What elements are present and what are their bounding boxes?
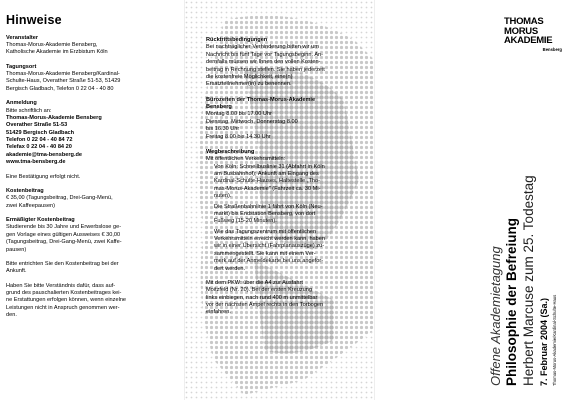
text-line: Bergisch Gladbach, Telefon 0 22 04 - 40 80	[6, 85, 114, 92]
directions-bus	[206, 164, 374, 201]
section-buerozeiten	[206, 97, 374, 141]
text-line: Von Köln: Schnellbuslinie 31 (Abfahrt in Köln	[214, 163, 325, 170]
page-title: Hinweise	[6, 13, 62, 27]
section-tagungsort	[6, 64, 170, 94]
event-type: Offene Akademietagung	[488, 246, 503, 386]
hours-line: bis 16.30 Uhr	[206, 126, 240, 133]
section-heading: Kostenbeitrag	[6, 187, 44, 194]
text-line: mas-Morus-Akademie" (Fahrzeit ca. 30 Mi-	[214, 185, 321, 192]
section-heading: Veranstalter	[6, 34, 39, 41]
text-line: Thomas-Morus-Akademie Bensberg,	[6, 41, 98, 48]
section-heading: Anmeldung	[6, 100, 37, 107]
text-line: vor der nächsten Ampel rechts in den Torbogen	[206, 302, 324, 308]
text-line: zwei Kaffeepausen)	[6, 202, 56, 209]
section-ruecktritt	[206, 37, 374, 89]
section-payment	[6, 261, 170, 276]
section-ermaessigt	[6, 217, 170, 254]
text-line: den.	[6, 312, 17, 319]
text-line: dert werden.	[214, 265, 246, 272]
address-line: Thomas-Morus-Akademie Bensberg	[6, 114, 102, 121]
text-line: wir in einer Übersicht (Fahrplanauszüge) zu-	[214, 243, 325, 250]
hours-line: Montag 8.00 bis 17.00 Uhr	[206, 111, 272, 118]
text-line: sammengestellt. Sie kann mit einem Ver-	[214, 250, 316, 257]
section-confirmation	[6, 174, 170, 181]
text-line: Ersatzteilnehmer(in) zu benennen.	[206, 81, 292, 88]
text-line: Bitte schriftlich an:	[6, 107, 52, 114]
event-title: Philosophie der Befreiung	[504, 217, 519, 386]
directions-car	[206, 280, 374, 317]
text-line: Die Straßenbahnlinie 1 fährt von Köln (Neu-	[214, 203, 323, 210]
section-refund	[6, 283, 170, 320]
text-line: (Tagungsbeitrag, Drei-Gang-Menü, zwei Kaffe-	[6, 239, 122, 246]
text-line: Bei nachträglicher Verhinderung bitten wir um	[206, 44, 319, 51]
section-heading: Rücktrittsbedingungen	[206, 37, 268, 43]
text-line: Verkehrsmitteln erreicht werden kann, haben	[214, 236, 326, 242]
logo-word: AKADEMIE	[504, 35, 553, 46]
text-line: Schulte-Haus, Overather Straße 51-53, 51429	[6, 78, 121, 85]
details-text	[206, 37, 374, 325]
text-line: € 35,00 (Tagungsbeitrag, Drei-Gang-Menü,	[6, 195, 113, 202]
text-line: Eine Bestätigung erfolgt nicht.	[6, 173, 81, 180]
text-line: Kardinal-Schulte-Hauses, Haltestelle „Tho-	[214, 178, 321, 185]
section-kostenbeitrag	[6, 188, 170, 210]
website-link[interactable]: www.tma-bensberg.de	[6, 159, 66, 166]
info-column	[6, 12, 170, 327]
text-line: markt) bis Endstation Bensberg, von dort	[214, 210, 316, 217]
directions-overview	[206, 229, 374, 273]
event-subtitle: Herbert Marcuse zum 25. Todestag	[521, 175, 536, 386]
cover-title-block	[488, 6, 569, 386]
text-line: gen Vorlage eines gültigen Ausweises € 30,00	[6, 231, 121, 238]
fax-line: Telefax 0 22 04 - 40 84 20	[6, 144, 72, 151]
logo-subtitle: Bensberg	[542, 46, 562, 52]
address-line: Overather Straße 51-53	[6, 122, 68, 129]
text-line: grund des pauschalierten Kostenbeitrages kei-	[6, 290, 122, 296]
text-line: merk auf der Anmeldekarte bei uns angefor-	[214, 258, 324, 265]
email-link[interactable]: akademie@tma-bensberg.de	[6, 151, 83, 158]
text-line: einfahren.	[206, 309, 231, 316]
text-line: Wie das Tagungszentrum mit öffentlichen	[214, 228, 317, 235]
text-line: am Busbahnhof); Ankunft am Eingang des	[214, 171, 319, 177]
text-line: nuten).	[214, 193, 232, 200]
text-line: die kostenfreie Möglichkeit, eine(n)	[206, 73, 293, 80]
hours-line: Freitag 8.00 bis 14.30 Uhr	[206, 133, 271, 140]
text-line: Mit öffentlichen Verkehrsmitteln:	[206, 156, 286, 163]
text-line: Studierende bis 30 Jahre und Erwerbslose ge-	[6, 224, 122, 231]
section-veranstalter	[6, 35, 170, 57]
text-line: Leistungen nicht in Anspruch genommen wer-	[6, 304, 120, 311]
text-line: Nachricht bis fünf Tage vor Tagungsbeginn. An-	[206, 51, 324, 58]
text-line: Haben Sie bitte Verständnis dafür, dass auf-	[6, 282, 116, 289]
text-line: Katholische Akademie im Erzbistum Köln	[6, 49, 108, 56]
text-line: pausen)	[6, 246, 27, 253]
event-venue: Thomas-Morus-Akademie/Kardinal-Schulte-Haus	[552, 294, 557, 386]
section-heading: Wegbeschreibung	[206, 148, 255, 155]
text-line: Fußweg (15-20 Minuten).	[214, 218, 277, 225]
section-anmeldung	[6, 100, 170, 166]
address-line: 51429 Bergisch Gladbach	[6, 129, 75, 136]
cover-panel	[374, 0, 569, 400]
directions-tram	[206, 204, 374, 226]
phone-line: Telefon 0 22 04 - 40 84 72	[6, 137, 73, 143]
logo-word: MORUS	[504, 25, 538, 37]
section-heading: Ermäßigter Kostenbeitrag	[6, 217, 75, 223]
fold-line	[374, 0, 375, 400]
section-heading: Bürozeiten der Thomas-Morus-Akademie	[206, 96, 316, 103]
text-line: Bitte entrichten Sie den Kostenbeitrag bei der	[6, 260, 119, 267]
text-line: beitrag in Rechnung stellen. Sie haben jederzeit	[206, 66, 325, 73]
hours-line: Dienstag, Mittwoch, Donnerstag 8.00	[206, 118, 298, 125]
text-line: ne Erstattungen erfolgen können, wenn einzelne	[6, 297, 127, 304]
text-line: links einbiegen, nach rund 400 m unmittelbar	[206, 294, 318, 301]
event-date: 7. Februar 2004 (Sa.)	[539, 297, 549, 386]
details-column	[184, 0, 374, 400]
text-line: Ankunft.	[6, 268, 27, 275]
section-wegbeschreibung	[206, 149, 374, 317]
section-heading: Tagungsort	[6, 63, 37, 70]
text-line: Mit dem PKW: über die A4 zur Ausfahrt	[206, 279, 303, 286]
section-heading-cont: Bensberg	[206, 104, 232, 110]
logo-word: THOMAS	[504, 16, 544, 27]
fold-line	[184, 0, 185, 400]
text-line: dernfalls müssen wir Ihnen den vollen Kosten-	[206, 59, 321, 66]
text-line: Thomas-Morus-Akademie Bensberg/Kardinal-	[6, 71, 120, 77]
text-line: Moitzfeld (Nr. 20). Bei der ersten Kreuzung	[206, 287, 313, 294]
